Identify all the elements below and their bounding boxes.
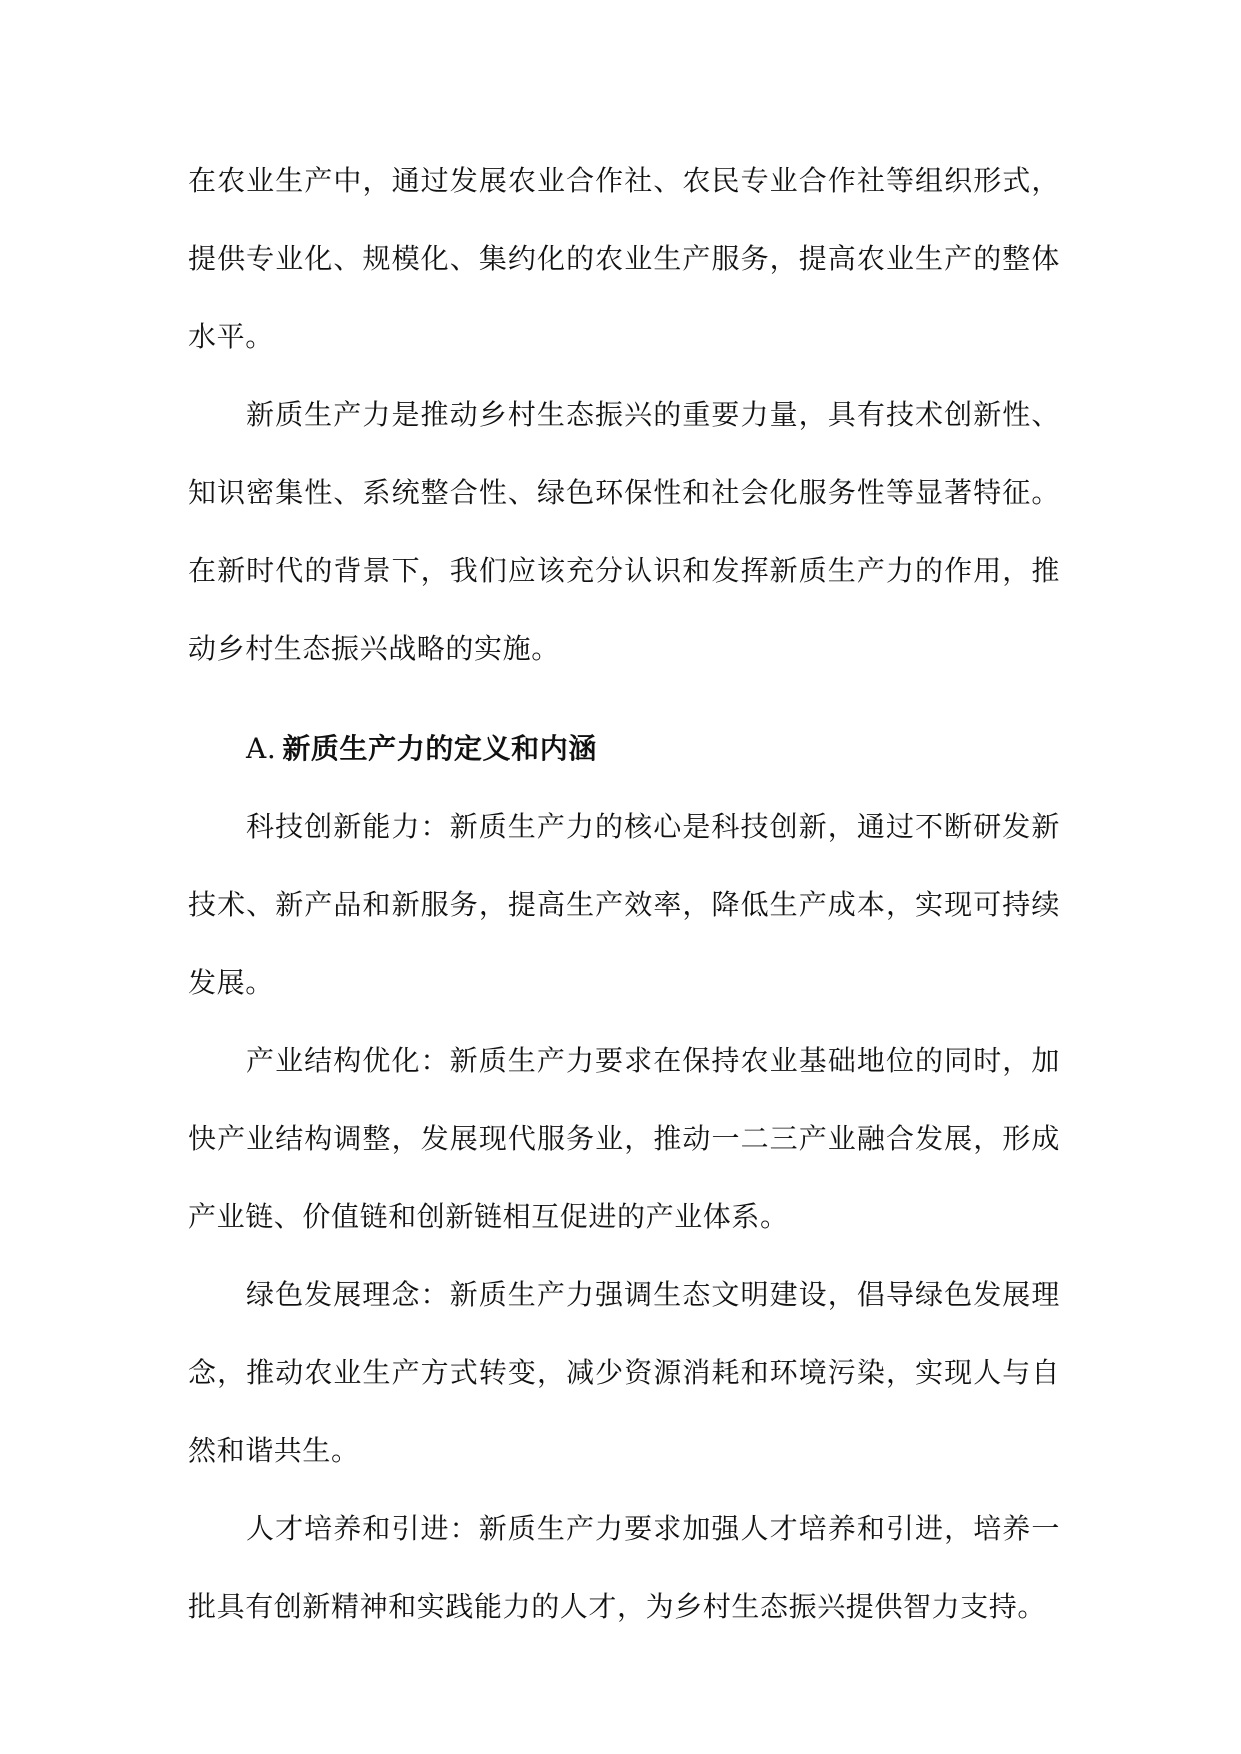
paragraph-new-productivity-summary: 新质生产力是推动乡村生态振兴的重要力量，具有技术创新性、知识密集性、系统整合性、绿色环保性和社会化服务性等显著特征。在新时代的背景下，我们应该充分认识和发挥新质生产力的作用，推动乡村生态振兴战略的实施。 [188,398,1060,665]
paragraph-cooperatives: 在农业生产中，通过发展农业合作社、农民专业合作社等组织形式，提供专业化、规模化、集约化的农业生产服务，提高农业生产的整体水平。 [188,164,1060,353]
document-body [188,142,1060,1646]
paragraph-industrial-structure: 产业结构优化：新质生产力要求在保持农业基础地位的同时，加快产业结构调整，发展现代服务业，推动一二三产业融合发展，形成产业链、价值链和创新链相互促进的产业体系。 [188,1044,1060,1233]
section-heading [188,710,1060,788]
section-title: 新质生产力的定义和内涵 [282,732,597,765]
paragraph-tech-innovation: 科技创新能力：新质生产力的核心是科技创新，通过不断研发新技术、新产品和新服务，提高生产效率，降低生产成本，实现可持续发展。 [188,810,1060,999]
paragraph-talent: 人才培养和引进：新质生产力要求加强人才培养和引进，培养一批具有创新精神和实践能力的人才，为乡村生态振兴提供智力支持。 [188,1512,1060,1623]
paragraph-green-development: 绿色发展理念：新质生产力强调生态文明建设，倡导绿色发展理念，推动农业生产方式转变，减少资源消耗和环境污染，实现人与自然和谐共生。 [188,1278,1060,1467]
section-marker: A. [246,732,277,765]
